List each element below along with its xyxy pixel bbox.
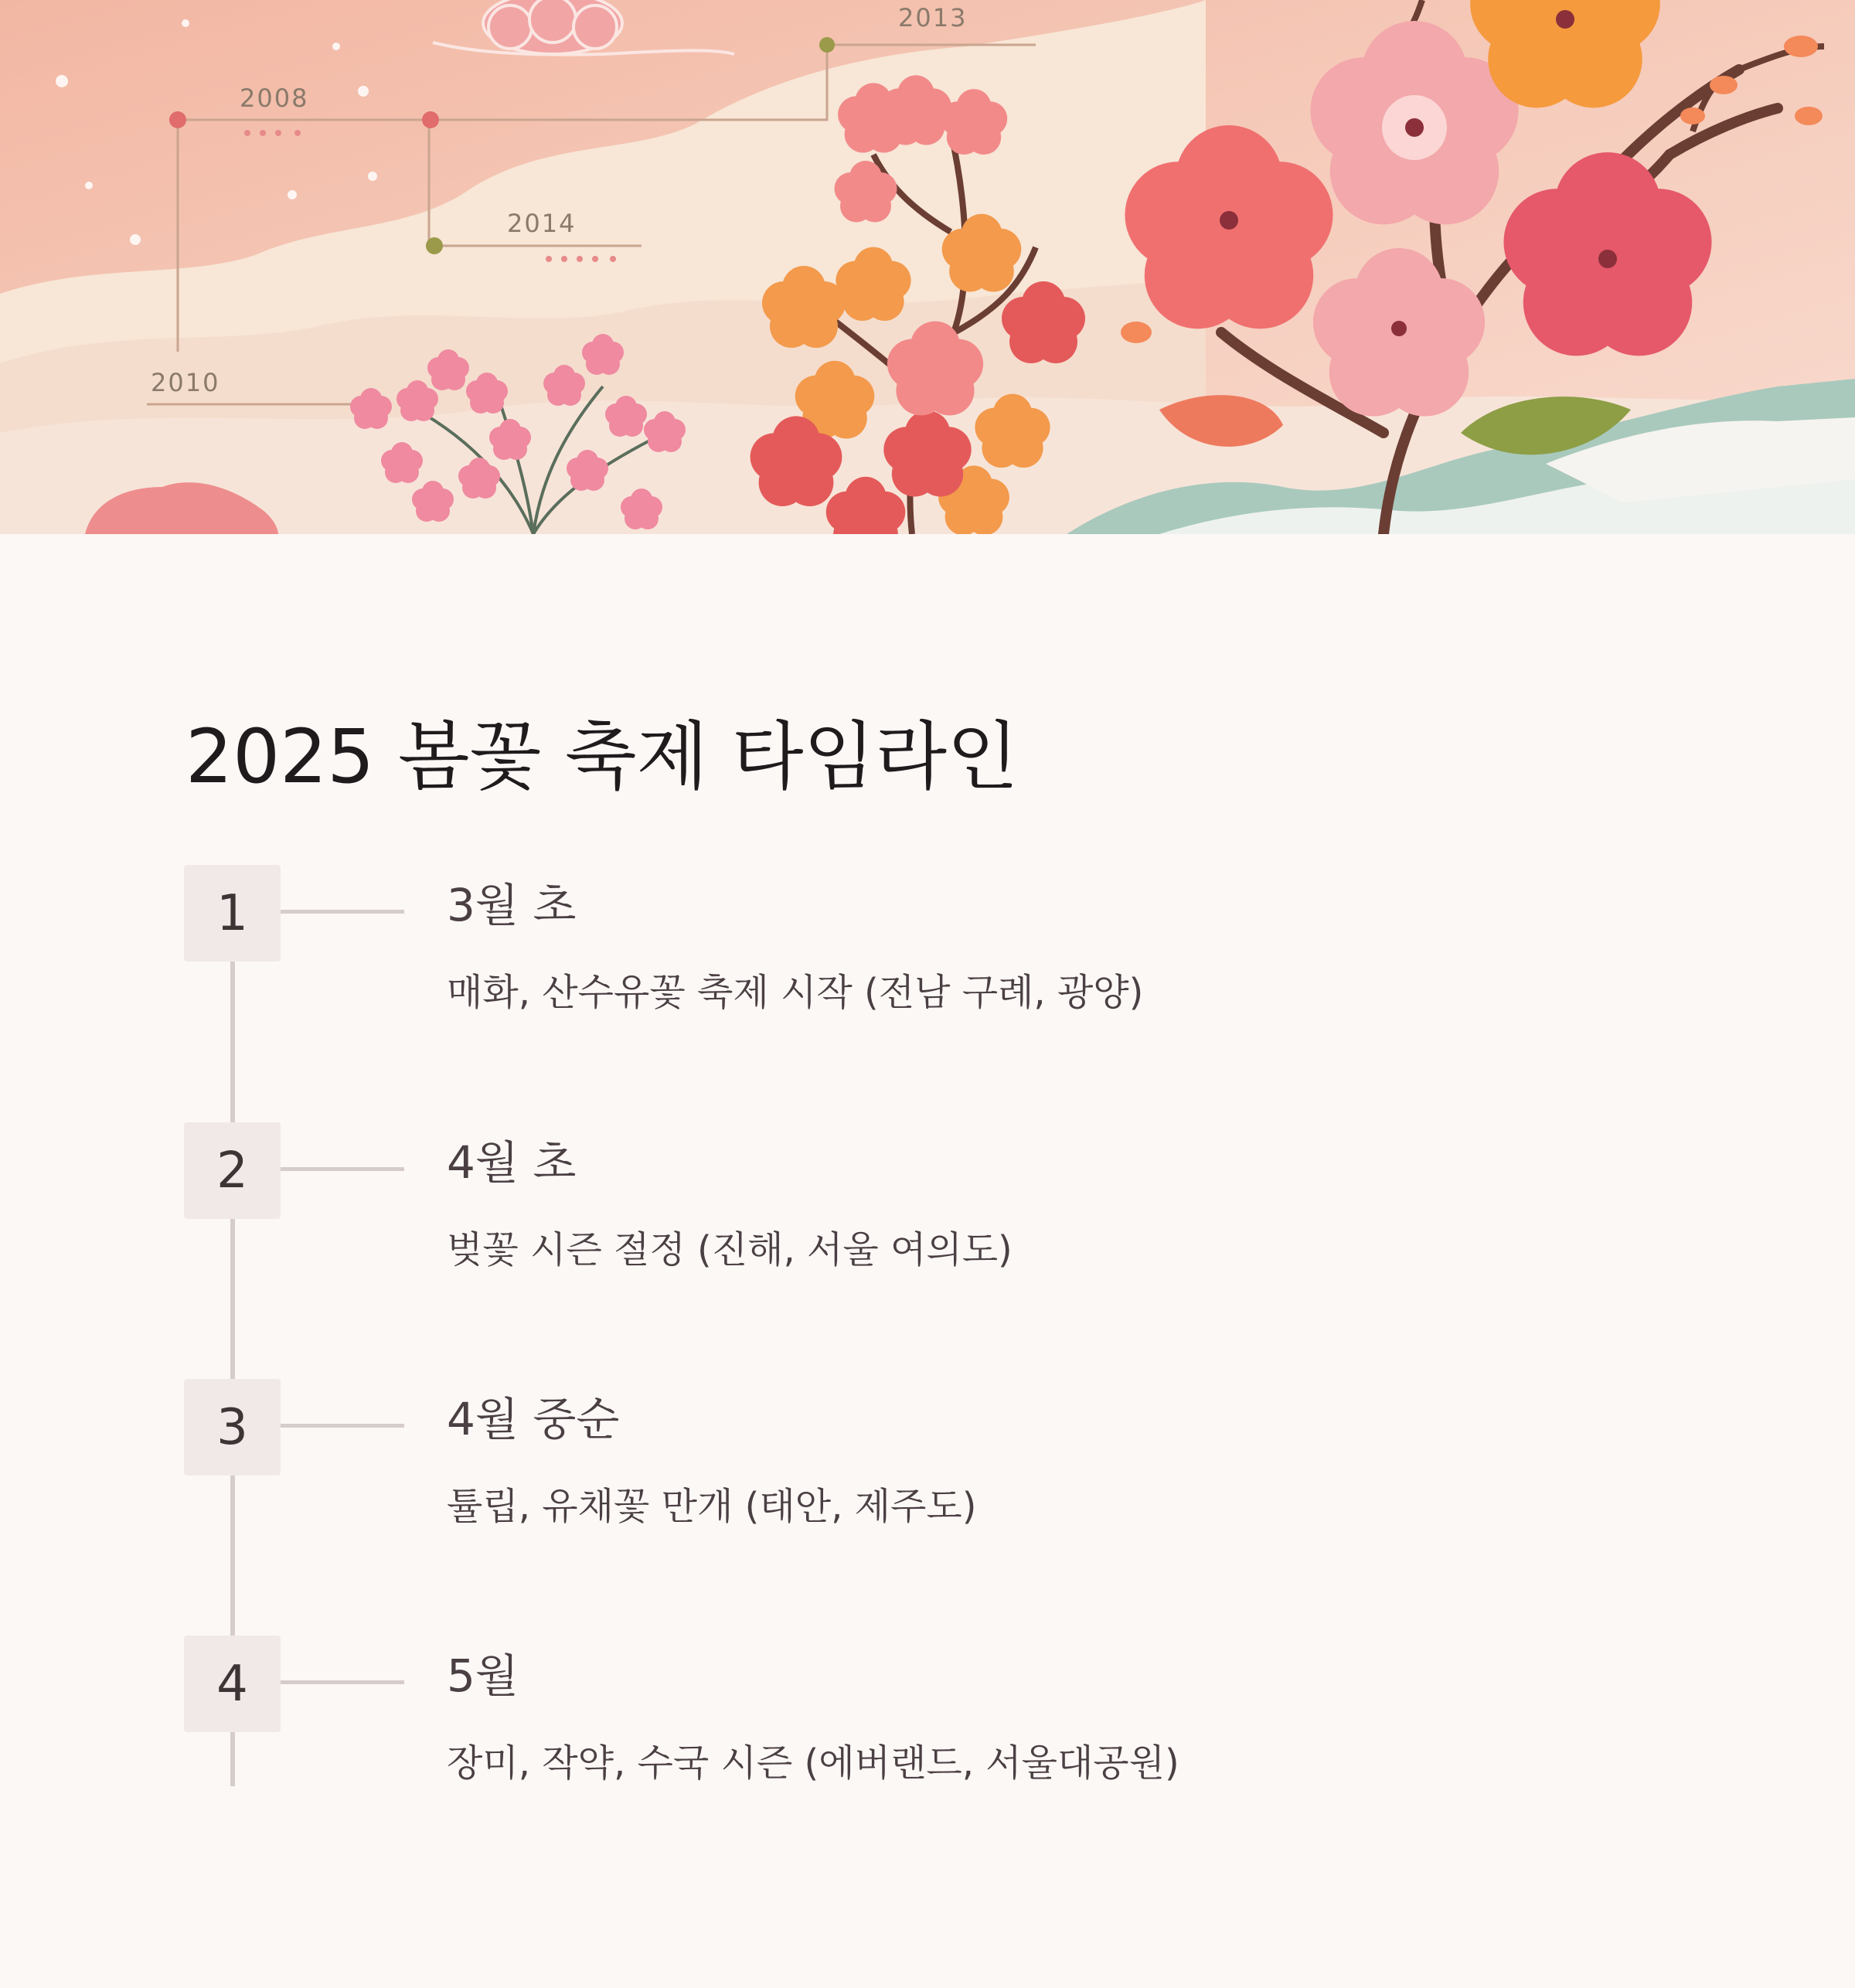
svg-text:2014: 2014 bbox=[507, 209, 577, 238]
svg-text:2008: 2008 bbox=[240, 83, 309, 113]
step-number-badge: 4 bbox=[184, 1636, 281, 1732]
timeline-step bbox=[0, 1636, 1855, 1829]
page-title: 2025 봄꽃 축제 타임라인 bbox=[186, 713, 1019, 800]
step-description: 튤립, 유채꽃 만개 (태안, 제주도) bbox=[447, 1485, 977, 1528]
step-connector-line bbox=[281, 910, 404, 914]
step-date: 4월 초 bbox=[447, 1136, 577, 1189]
timeline-step bbox=[0, 1122, 1855, 1316]
timeline-step bbox=[0, 865, 1855, 1058]
svg-text:2013: 2013 bbox=[898, 3, 968, 32]
step-connector-line bbox=[281, 1167, 404, 1171]
step-number-badge: 2 bbox=[184, 1122, 281, 1219]
svg-text:2010: 2010 bbox=[151, 368, 220, 397]
step-date: 4월 중순 bbox=[447, 1393, 620, 1445]
step-description: 장미, 작약, 수국 시즌 (에버랜드, 서울대공원) bbox=[447, 1741, 1179, 1785]
step-description: 매화, 산수유꽃 축제 시작 (전남 구례, 광양) bbox=[447, 971, 1144, 1014]
step-description: 벚꽃 시즌 절정 (진해, 서울 여의도) bbox=[447, 1228, 1013, 1271]
hero-banner-illustration bbox=[0, 0, 1855, 534]
step-date: 5월 bbox=[447, 1649, 519, 1702]
step-date: 3월 초 bbox=[447, 879, 577, 931]
timeline bbox=[0, 534, 1855, 1988]
step-number-badge: 1 bbox=[184, 865, 281, 962]
step-number-badge: 3 bbox=[184, 1379, 281, 1476]
step-connector-line bbox=[281, 1424, 404, 1428]
timeline-section bbox=[0, 534, 1855, 1988]
step-connector-line bbox=[281, 1680, 404, 1684]
timeline-step bbox=[0, 1379, 1855, 1572]
